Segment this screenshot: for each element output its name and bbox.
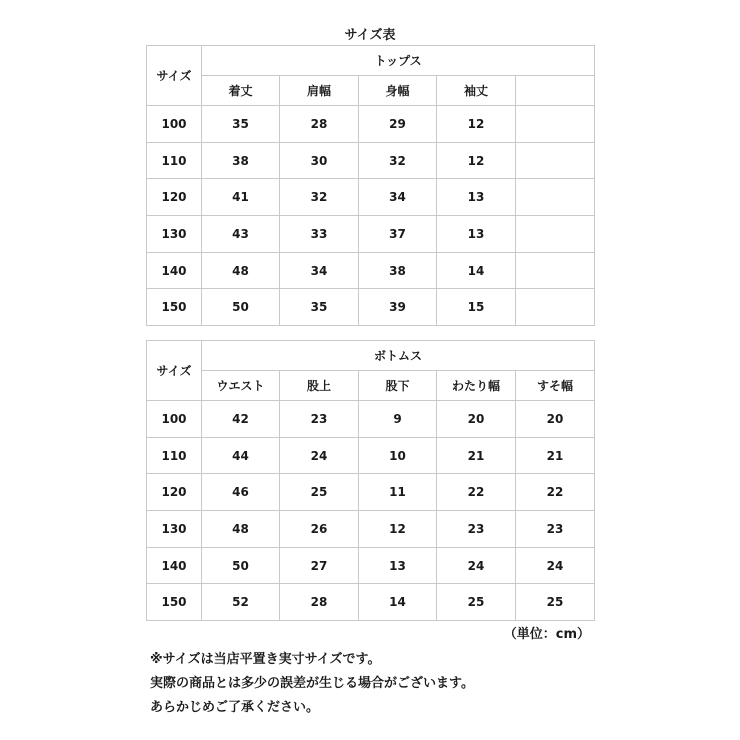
tops-column-header: 身幅 — [359, 76, 437, 106]
tops-value-cell: 13 — [437, 216, 516, 253]
bottoms-value-cell: 50 — [202, 547, 280, 584]
tops-value-cell — [516, 142, 595, 179]
tops-value-cell: 29 — [359, 106, 437, 143]
bottoms-column-header: わたり幅 — [437, 371, 516, 401]
bottoms-column-header: 股上 — [280, 371, 359, 401]
tops-value-cell: 37 — [359, 216, 437, 253]
tops-value-cell — [516, 179, 595, 216]
bottoms-size-cell: 120 — [147, 474, 202, 511]
bottoms-value-cell: 52 — [202, 584, 280, 621]
tops-group-header: トップス — [202, 46, 595, 76]
tops-column-header: 肩幅 — [280, 76, 359, 106]
tops-value-cell: 35 — [202, 106, 280, 143]
bottoms-table-row — [147, 584, 595, 621]
bottoms-value-cell: 20 — [437, 401, 516, 438]
tops-size-cell: 120 — [147, 179, 202, 216]
bottoms-size-cell: 100 — [147, 401, 202, 438]
tops-table-row — [147, 252, 595, 289]
bottoms-column-header: すそ幅 — [516, 371, 595, 401]
bottoms-value-cell: 24 — [437, 547, 516, 584]
tops-value-cell: 28 — [280, 106, 359, 143]
bottoms-value-cell: 46 — [202, 474, 280, 511]
bottoms-value-cell: 42 — [202, 401, 280, 438]
bottoms-size-cell: 140 — [147, 547, 202, 584]
bottoms-value-cell: 11 — [359, 474, 437, 511]
bottoms-value-cell: 21 — [437, 437, 516, 474]
tops-value-cell: 32 — [280, 179, 359, 216]
bottoms-value-cell: 21 — [516, 437, 595, 474]
bottoms-size-table — [146, 340, 595, 621]
bottoms-value-cell: 26 — [280, 511, 359, 548]
bottoms-value-cell: 10 — [359, 437, 437, 474]
bottoms-value-cell: 25 — [516, 584, 595, 621]
bottoms-value-cell: 25 — [437, 584, 516, 621]
tops-column-header — [516, 76, 595, 106]
bottoms-value-cell: 9 — [359, 401, 437, 438]
bottoms-value-cell: 13 — [359, 547, 437, 584]
tops-value-cell: 14 — [437, 252, 516, 289]
bottoms-value-cell: 44 — [202, 437, 280, 474]
bottoms-value-cell: 23 — [280, 401, 359, 438]
bottoms-value-cell: 20 — [516, 401, 595, 438]
bottoms-value-cell: 25 — [280, 474, 359, 511]
tops-table-row — [147, 216, 595, 253]
tops-value-cell — [516, 289, 595, 326]
bottoms-value-cell: 22 — [437, 474, 516, 511]
bottoms-value-cell: 23 — [437, 511, 516, 548]
bottoms-value-cell: 12 — [359, 511, 437, 548]
tops-size-cell: 100 — [147, 106, 202, 143]
bottoms-size-cell: 150 — [147, 584, 202, 621]
tops-table-row — [147, 106, 595, 143]
tops-value-cell: 41 — [202, 179, 280, 216]
note-line: 実際の商品とは多少の誤差が生じる場合がございます。 — [150, 676, 474, 691]
tops-value-cell: 50 — [202, 289, 280, 326]
bottoms-size-cell: 130 — [147, 511, 202, 548]
tops-size-cell: 130 — [147, 216, 202, 253]
bottoms-column-header: 股下 — [359, 371, 437, 401]
tops-value-cell: 13 — [437, 179, 516, 216]
tops-value-cell: 43 — [202, 216, 280, 253]
note-line: あらかじめご了承ください。 — [150, 700, 320, 715]
bottoms-value-cell: 48 — [202, 511, 280, 548]
notes — [150, 648, 650, 720]
tops-size-cell: 150 — [147, 289, 202, 326]
bottoms-value-cell: 24 — [280, 437, 359, 474]
tops-value-cell: 32 — [359, 142, 437, 179]
bottoms-value-cell: 24 — [516, 547, 595, 584]
bottoms-value-cell: 14 — [359, 584, 437, 621]
tops-value-cell — [516, 216, 595, 253]
tops-value-cell: 39 — [359, 289, 437, 326]
tops-value-cell — [516, 252, 595, 289]
tops-value-cell: 38 — [202, 142, 280, 179]
tops-column-header: 着丈 — [202, 76, 280, 106]
tops-size-table — [146, 45, 595, 326]
tops-value-cell: 48 — [202, 252, 280, 289]
bottoms-table-row — [147, 547, 595, 584]
bottoms-size-header: サイズ — [147, 341, 202, 401]
bottoms-value-cell: 22 — [516, 474, 595, 511]
bottoms-value-cell: 23 — [516, 511, 595, 548]
page-title: サイズ表 — [344, 28, 396, 43]
note-line: ※サイズは当店平置き実寸サイズです。 — [150, 652, 381, 667]
bottoms-table-row — [147, 474, 595, 511]
tops-value-cell: 34 — [359, 179, 437, 216]
bottoms-group-header: ボトムス — [202, 341, 595, 371]
tops-value-cell — [516, 106, 595, 143]
tops-value-cell: 30 — [280, 142, 359, 179]
tops-value-cell: 15 — [437, 289, 516, 326]
tops-value-cell: 12 — [437, 106, 516, 143]
tops-size-cell: 140 — [147, 252, 202, 289]
tops-value-cell: 35 — [280, 289, 359, 326]
bottoms-table-row — [147, 437, 595, 474]
bottoms-value-cell: 28 — [280, 584, 359, 621]
tops-column-header: 袖丈 — [437, 76, 516, 106]
bottoms-value-cell: 27 — [280, 547, 359, 584]
tops-value-cell: 12 — [437, 142, 516, 179]
tops-size-header: サイズ — [147, 46, 202, 106]
bottoms-table-row — [147, 401, 595, 438]
tops-size-cell: 110 — [147, 142, 202, 179]
tops-value-cell: 38 — [359, 252, 437, 289]
tops-table-row — [147, 142, 595, 179]
tops-value-cell: 33 — [280, 216, 359, 253]
bottoms-size-cell: 110 — [147, 437, 202, 474]
tops-table-row — [147, 179, 595, 216]
bottoms-table-row — [147, 511, 595, 548]
bottoms-column-header: ウエスト — [202, 371, 280, 401]
unit-note: （単位：cm） — [503, 627, 590, 642]
tops-value-cell: 34 — [280, 252, 359, 289]
tops-table-row — [147, 289, 595, 326]
